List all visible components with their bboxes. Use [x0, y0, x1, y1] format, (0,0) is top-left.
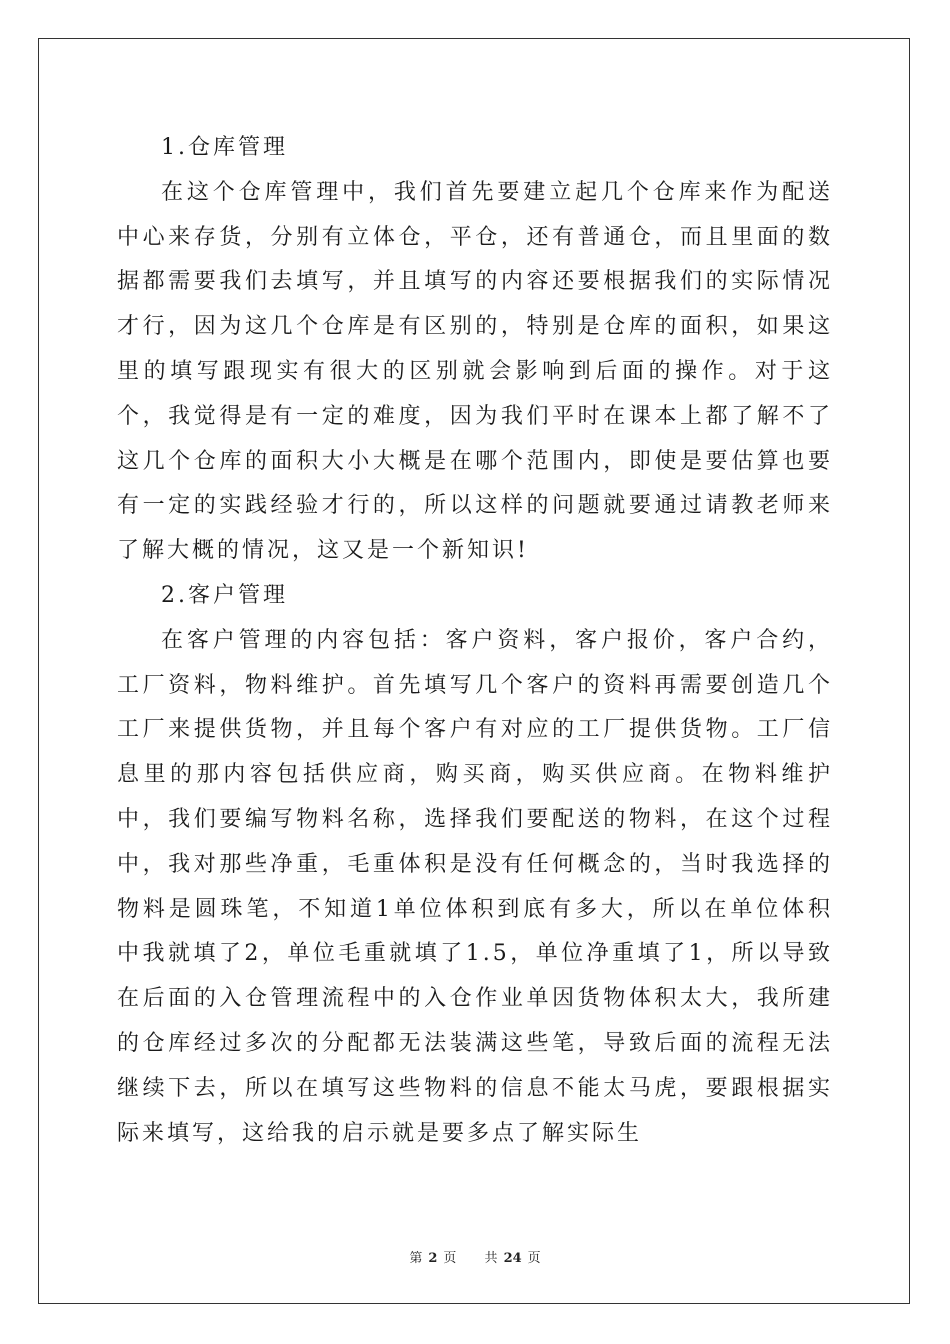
page-footer [0, 1247, 950, 1266]
section-heading-customer: 2.客户管理 [161, 582, 288, 608]
total-pages-label: 共 24 页 [484, 1251, 541, 1266]
page-number-label: 第 2 页 [409, 1251, 457, 1266]
section-heading-warehouse: 1.仓库管理 [161, 135, 288, 160]
document-body [117, 126, 833, 1156]
paragraph-customer: 在客户管理的内容包括：客户资料，客户报价，客户合约，工厂资料，物料维护。首先填写几个客户的资料再需要创造几个工厂来提供货物，并且每个客户有对应的工厂提供货物。工厂信息里的那内容包括供应商，购买商，购买供应商。在物料维护中，我们要编写物料名称，选择我们要配送的物料，在这个过程中，我对那些净重，毛重体积是没有任何概念的，当时我选择的物料是圆珠笔，不知道1单位体积到底有多大，所以在单位体积中我就填了2，单位毛重就填了1.5，单位净重填了1，所以导致在后面的入仓管理流程中的入仓作业单因货物体积太大，我所建的仓库经过多次的分配都无法装满这些笔，导致后面的流程无法继续下去，所以在填写这些物料的信息不能太马虎，要跟根据实际来填写，这给我的启示就是要多点了解实际生 [117, 627, 833, 1146]
total-pages: 24 [503, 1251, 522, 1266]
paragraph-warehouse: 在这个仓库管理中，我们首先要建立起几个仓库来作为配送中心来存货，分别有立体仓，平仓，还有普通仓，而且里面的数据都需要我们去填写，并且填写的内容还要根据我们的实际情况才行，因为这几个仓库是有区别的，特别是仓库的面积，如果这里的填写跟现实有很大的区别就会影响到后面的操作。对于这个，我觉得是有一定的难度，因为我们平时在课本上都了解不了这几个仓库的面积大小大概是在哪个范围内，即使是要估算也要有一定的实践经验才行的，所以这样的问题就要通过请教老师来了解大概的情况，这又是一个新知识! [117, 179, 833, 564]
page-number: 2 [428, 1251, 438, 1266]
